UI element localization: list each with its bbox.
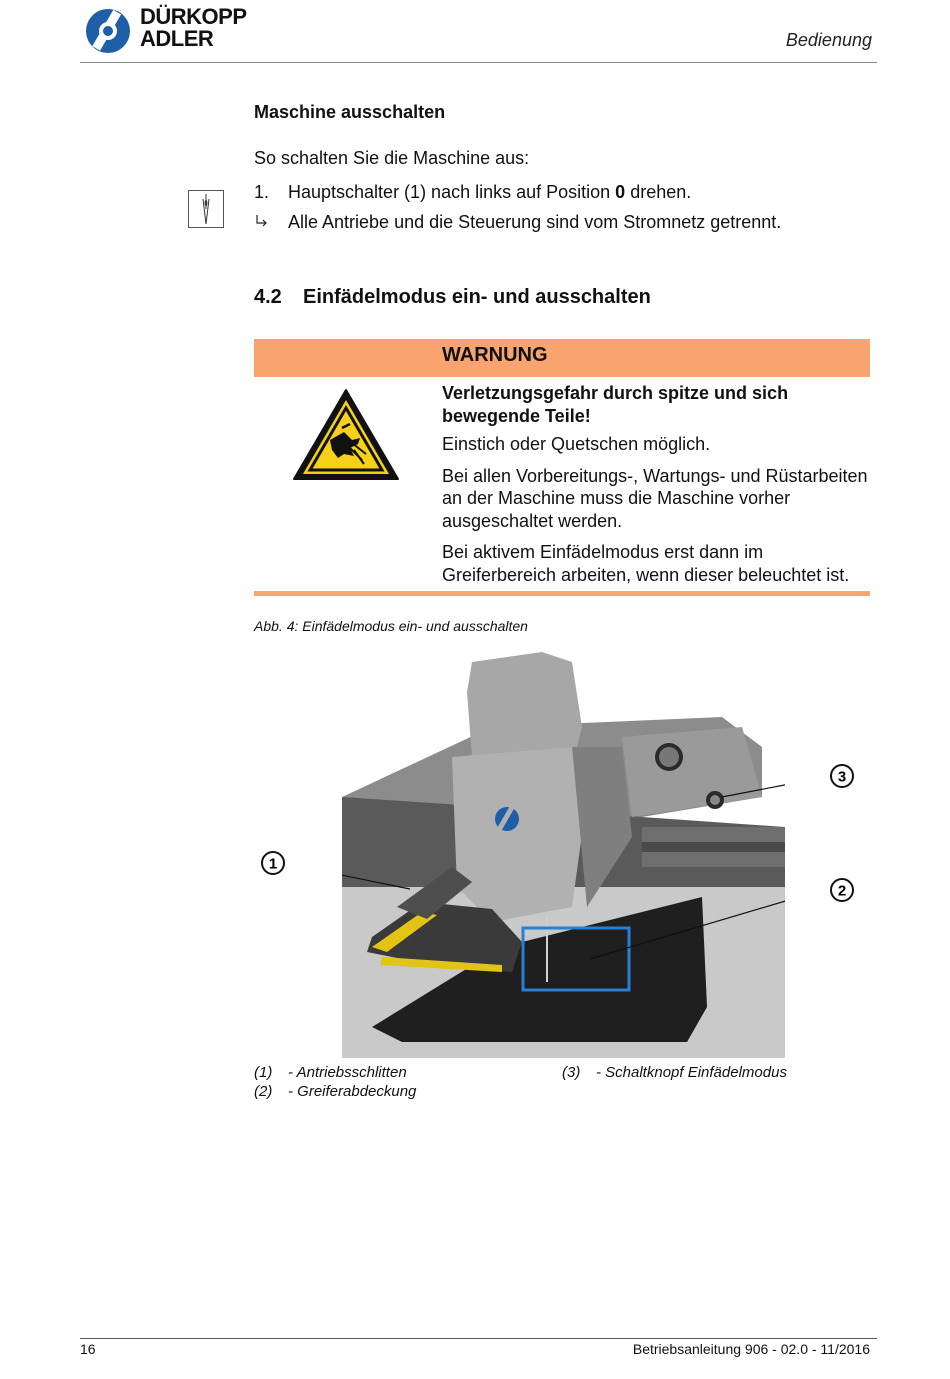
- legend-number: (1): [254, 1064, 273, 1081]
- warning-body: [442, 382, 872, 595]
- warning-bottom-rule: [254, 591, 870, 596]
- legend-text: - Greiferabdeckung: [288, 1083, 417, 1100]
- intro-text: So schalten Sie die Maschine aus:: [254, 148, 530, 168]
- legend-item: [254, 1083, 416, 1100]
- callout-1: [259, 849, 287, 877]
- step-text-before: Hauptschalter (1) nach links auf Position: [288, 182, 616, 202]
- warning-label: WARNUNG: [442, 344, 548, 366]
- brand-name: [140, 6, 247, 50]
- chapter-number: 4.2: [254, 286, 282, 308]
- warning-header-bar: [254, 339, 870, 377]
- header-section-title: Bedienung: [785, 30, 872, 50]
- warning-measure-2: Bei aktivem Einfädelmodus erst dann im Greiferbereich arbeiten, wenn dieser beleuchtet ist.: [442, 542, 850, 585]
- chapter-heading: [254, 286, 651, 309]
- legend-item: [254, 1064, 407, 1081]
- callout-3-number: 3: [837, 768, 847, 786]
- needle-icon: [188, 190, 224, 228]
- footer-divider: [80, 1338, 877, 1339]
- callout-3: [828, 762, 856, 790]
- document-reference: Betriebsanleitung 906 - 02.0 - 11/2016: [632, 1341, 870, 1357]
- step-number: 1.: [254, 182, 270, 202]
- step-text-after: drehen.: [625, 182, 692, 202]
- result-item: [254, 212, 781, 233]
- machine-photo: [342, 647, 785, 1058]
- warning-consequence: Einstich oder Quetschen möglich.: [442, 434, 711, 454]
- header-divider: [80, 62, 877, 63]
- legend-text: - Antriebsschlitten: [288, 1064, 407, 1081]
- legend-number: (3): [562, 1064, 581, 1081]
- chapter-title: Einfädelmodus ein- und ausschalten: [303, 286, 651, 308]
- step-item: [254, 182, 691, 203]
- warning-measure-1: Bei allen Vorbereitungs-, Wartungs- und Rüstarbeiten an der Maschine muss die Maschine vorher ausgeschaltet werden.: [442, 465, 868, 531]
- result-text: Alle Antriebe und die Steuerung sind vom Stromnetz getrennt.: [288, 212, 782, 232]
- cutting-hazard-warning-icon: [292, 388, 400, 482]
- callout-2-number: 2: [837, 882, 847, 900]
- step-position: 0: [615, 182, 626, 202]
- page-number: 16: [80, 1341, 96, 1357]
- callout-2: [828, 876, 856, 904]
- figure-caption: Abb. 4: Einfädelmodus ein- und ausschalten: [254, 618, 528, 634]
- legend-number: (2): [254, 1083, 273, 1100]
- section-heading: Maschine ausschalten: [254, 102, 446, 122]
- warning-hazard: Verletzungsgefahr durch spitze und sich bewegende Teile!: [442, 383, 789, 426]
- brand-line1: DÜRKOPP: [140, 4, 247, 29]
- legend-item: [562, 1064, 787, 1081]
- callout-1-number: 1: [268, 855, 278, 873]
- legend-text: - Schaltknopf Einfädelmodus: [596, 1064, 787, 1081]
- brand-line2: ADLER: [140, 26, 214, 51]
- result-arrow-icon: [254, 212, 288, 233]
